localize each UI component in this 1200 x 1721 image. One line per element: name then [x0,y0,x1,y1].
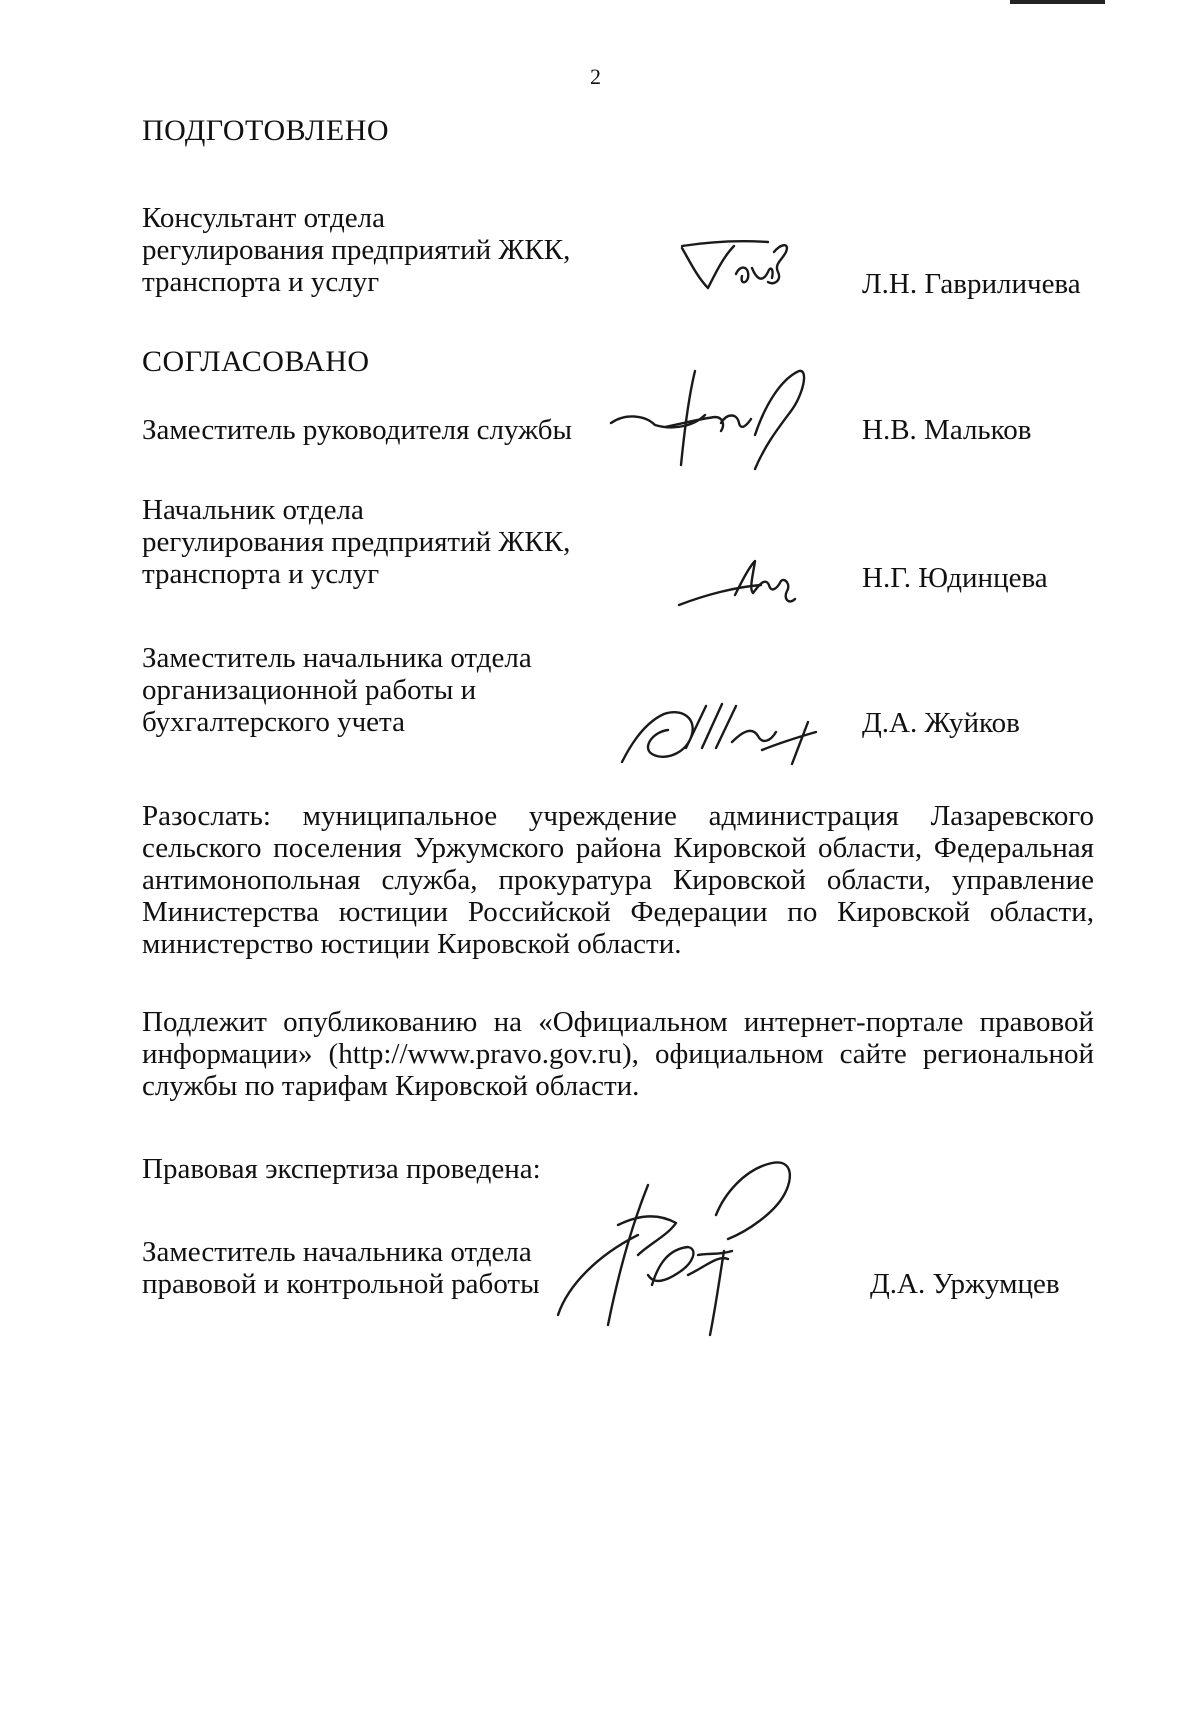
page-number: 2 [590,64,601,89]
signature-gavrilicheva [678,238,808,298]
signature-malkov [605,365,815,475]
legal-review-heading: Правовая экспертиза проведена: [142,1153,541,1185]
agreed-name-1: Н.В. Мальков [862,414,1032,446]
agreed-name-2: Н.Г. Юдинцева [862,562,1048,594]
agreed-position-3: Заместитель начальника отдела организационной работы и бухгалтерского учета [142,642,532,738]
signature-yudintseva [675,555,805,615]
prepared-name: Л.Н. Гавриличева [862,268,1081,300]
agreed-heading: СОГЛАСОВАНО [142,345,370,378]
distribution-list: Разослать: муниципальное учреждение администрация Лазаревского сельского поселения Уржумского района Кировской области, Федеральная антимонопольная служба, прокуратура Кировской области, управление Министерства юстиции Российской Федерации по Кировской области, министерство юстиции Кировской области. [142,800,1094,960]
agreed-position-2: Начальник отдела регулирования предприятий ЖКК, транспорта и услуг [142,494,571,590]
prepared-position: Консультант отдела регулирования предприятий ЖКК, транспорта и услуг [142,202,571,298]
publication-note: Подлежит опубликованию на «Официальном интернет-портале правовой информации» (http://www.pravo.gov.ru), официальном сайте региональной службы по тарифам Кировской области. [142,1006,1094,1102]
prepared-heading: ПОДГОТОВЛЕНО [142,114,390,147]
agreed-name-3: Д.А. Жуйков [862,707,1020,739]
scan-edge-mark [1010,0,1105,4]
legal-review-position: Заместитель начальника отдела правовой и контрольной работы [142,1236,540,1300]
signature-urzhumtsev [548,1155,838,1340]
agreed-position-1: Заместитель руководителя службы [142,414,573,446]
legal-review-name: Д.А. Уржумцев [870,1268,1060,1300]
signature-zhuikov [612,692,827,772]
